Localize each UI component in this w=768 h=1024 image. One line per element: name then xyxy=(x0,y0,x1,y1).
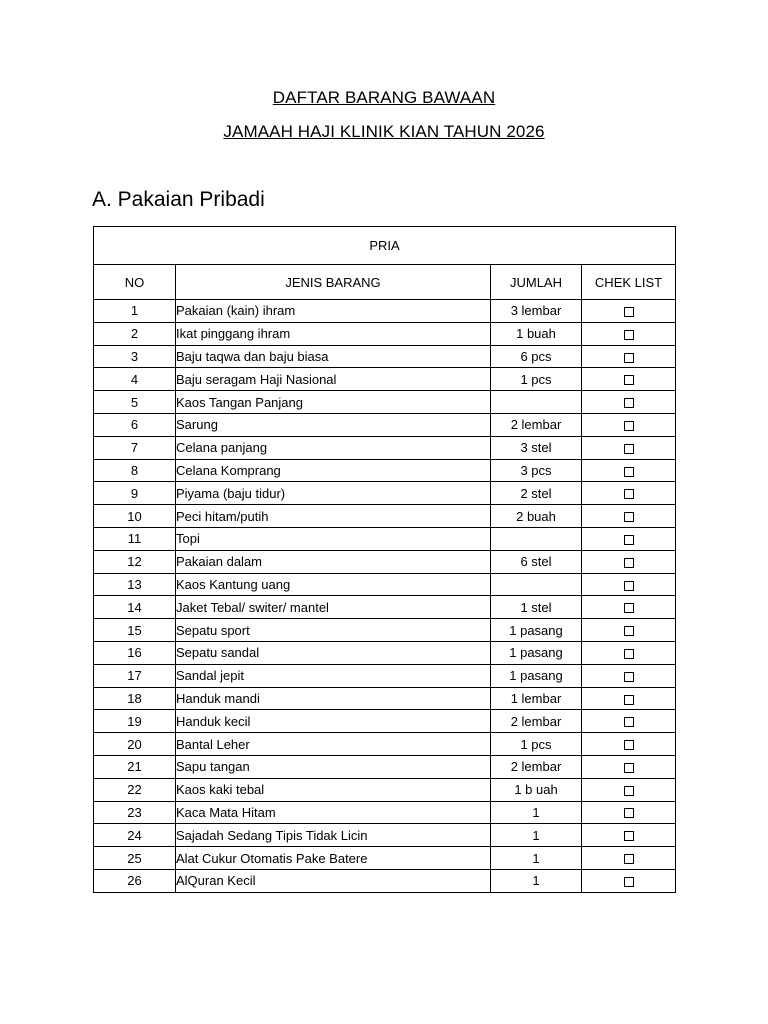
table-row xyxy=(94,413,676,436)
item-name: Celana Komprang xyxy=(176,459,491,482)
table-row xyxy=(94,505,676,528)
row-number: 2 xyxy=(94,322,176,345)
check-cell xyxy=(582,710,676,733)
row-number: 24 xyxy=(94,824,176,847)
checkbox[interactable] xyxy=(624,467,634,477)
item-quantity: 1 xyxy=(491,801,582,824)
column-header-item: JENIS BARANG xyxy=(176,265,491,300)
item-quantity: 2 lembar xyxy=(491,710,582,733)
row-number: 8 xyxy=(94,459,176,482)
check-cell xyxy=(582,391,676,414)
checkbox[interactable] xyxy=(624,672,634,682)
checkbox[interactable] xyxy=(624,307,634,317)
item-name: Sajadah Sedang Tipis Tidak Licin xyxy=(176,824,491,847)
checkbox[interactable] xyxy=(624,581,634,591)
item-name: Bantal Leher xyxy=(176,733,491,756)
check-cell xyxy=(582,641,676,664)
row-number: 14 xyxy=(94,596,176,619)
column-header-row xyxy=(94,265,676,300)
table-row xyxy=(94,847,676,870)
item-name: Ikat pinggang ihram xyxy=(176,322,491,345)
item-quantity: 6 stel xyxy=(491,550,582,573)
table-row xyxy=(94,482,676,505)
item-name: Celana panjang xyxy=(176,436,491,459)
item-name: Sepatu sport xyxy=(176,619,491,642)
item-name: Pakaian (kain) ihram xyxy=(176,300,491,323)
table-row xyxy=(94,710,676,733)
item-quantity: 3 pcs xyxy=(491,459,582,482)
item-quantity: 3 stel xyxy=(491,436,582,459)
check-cell xyxy=(582,755,676,778)
item-quantity: 1 xyxy=(491,869,582,892)
row-number: 23 xyxy=(94,801,176,824)
item-quantity: 1 pasang xyxy=(491,664,582,687)
check-cell xyxy=(582,527,676,550)
table-row xyxy=(94,391,676,414)
item-quantity: 1 pasang xyxy=(491,619,582,642)
checkbox[interactable] xyxy=(624,831,634,841)
item-quantity: 1 pcs xyxy=(491,368,582,391)
check-cell xyxy=(582,413,676,436)
table-row xyxy=(94,345,676,368)
item-name: Kaos Tangan Panjang xyxy=(176,391,491,414)
item-quantity xyxy=(491,391,582,414)
row-number: 1 xyxy=(94,300,176,323)
table-row xyxy=(94,368,676,391)
checkbox[interactable] xyxy=(624,375,634,385)
check-cell xyxy=(582,824,676,847)
document-title: DAFTAR BARANG BAWAAN xyxy=(272,88,496,107)
item-name: Topi xyxy=(176,527,491,550)
item-quantity: 1 pcs xyxy=(491,733,582,756)
row-number: 21 xyxy=(94,755,176,778)
row-number: 26 xyxy=(94,869,176,892)
item-name: Baju taqwa dan baju biasa xyxy=(176,345,491,368)
checkbox[interactable] xyxy=(624,444,634,454)
item-name: Pakaian dalam xyxy=(176,550,491,573)
checkbox[interactable] xyxy=(624,695,634,705)
row-number: 19 xyxy=(94,710,176,733)
item-quantity: 2 stel xyxy=(491,482,582,505)
check-cell xyxy=(582,847,676,870)
check-cell xyxy=(582,619,676,642)
row-number: 22 xyxy=(94,778,176,801)
table-row xyxy=(94,596,676,619)
item-name: Sarung xyxy=(176,413,491,436)
checkbox[interactable] xyxy=(624,786,634,796)
item-name: AlQuran Kecil xyxy=(176,869,491,892)
table-row xyxy=(94,322,676,345)
column-header-qty: JUMLAH xyxy=(491,265,582,300)
row-number: 16 xyxy=(94,641,176,664)
row-number: 25 xyxy=(94,847,176,870)
table-row xyxy=(94,687,676,710)
item-quantity: 1 pasang xyxy=(491,641,582,664)
item-name: Kaos Kantung uang xyxy=(176,573,491,596)
table-row xyxy=(94,300,676,323)
check-cell xyxy=(582,596,676,619)
check-cell xyxy=(582,368,676,391)
item-name: Sepatu sandal xyxy=(176,641,491,664)
item-quantity: 1 xyxy=(491,824,582,847)
row-number: 13 xyxy=(94,573,176,596)
item-name: Kaos kaki tebal xyxy=(176,778,491,801)
table-row xyxy=(94,801,676,824)
item-name: Kaca Mata Hitam xyxy=(176,801,491,824)
table-row xyxy=(94,824,676,847)
row-number: 11 xyxy=(94,527,176,550)
item-name: Handuk mandi xyxy=(176,687,491,710)
row-number: 4 xyxy=(94,368,176,391)
row-number: 12 xyxy=(94,550,176,573)
table-row xyxy=(94,664,676,687)
checkbox[interactable] xyxy=(624,763,634,773)
check-cell xyxy=(582,664,676,687)
table-row xyxy=(94,527,676,550)
item-quantity xyxy=(491,573,582,596)
checkbox[interactable] xyxy=(624,353,634,363)
check-cell xyxy=(582,459,676,482)
row-number: 10 xyxy=(94,505,176,528)
item-quantity: 1 buah xyxy=(491,322,582,345)
table-row xyxy=(94,550,676,573)
checkbox[interactable] xyxy=(624,512,634,522)
item-quantity: 1 lembar xyxy=(491,687,582,710)
row-number: 3 xyxy=(94,345,176,368)
checkbox[interactable] xyxy=(624,808,634,818)
checkbox[interactable] xyxy=(624,626,634,636)
table-row xyxy=(94,778,676,801)
check-cell xyxy=(582,300,676,323)
item-name: Peci hitam/putih xyxy=(176,505,491,528)
table-row xyxy=(94,755,676,778)
check-cell xyxy=(582,733,676,756)
check-cell xyxy=(582,801,676,824)
table-row xyxy=(94,641,676,664)
check-cell xyxy=(582,482,676,505)
item-quantity: 1 stel xyxy=(491,596,582,619)
checkbox[interactable] xyxy=(624,854,634,864)
row-number: 6 xyxy=(94,413,176,436)
checkbox[interactable] xyxy=(624,398,634,408)
check-cell xyxy=(582,687,676,710)
table-row xyxy=(94,733,676,756)
column-header-check: CHEK LIST xyxy=(582,265,676,300)
item-quantity: 2 lembar xyxy=(491,755,582,778)
item-quantity: 1 b uah xyxy=(491,778,582,801)
checkbox[interactable] xyxy=(624,717,634,727)
checkbox[interactable] xyxy=(624,877,634,887)
section-heading: A. Pakaian Pribadi xyxy=(92,188,265,211)
item-quantity: 2 buah xyxy=(491,505,582,528)
document-subtitle: JAMAAH HAJI KLINIK KIAN TAHUN 2026 xyxy=(223,122,545,141)
row-number: 9 xyxy=(94,482,176,505)
check-cell xyxy=(582,345,676,368)
check-cell xyxy=(582,573,676,596)
table-row xyxy=(94,869,676,892)
table-row xyxy=(94,619,676,642)
checkbox[interactable] xyxy=(624,740,634,750)
item-quantity: 1 xyxy=(491,847,582,870)
item-quantity: 6 pcs xyxy=(491,345,582,368)
item-name: Handuk kecil xyxy=(176,710,491,733)
row-number: 18 xyxy=(94,687,176,710)
item-quantity xyxy=(491,527,582,550)
item-name: Piyama (baju tidur) xyxy=(176,482,491,505)
checkbox[interactable] xyxy=(624,330,634,340)
checkbox[interactable] xyxy=(624,603,634,613)
check-cell xyxy=(582,322,676,345)
item-name: Sandal jepit xyxy=(176,664,491,687)
item-name: Jaket Tebal/ switer/ mantel xyxy=(176,596,491,619)
table-row xyxy=(94,573,676,596)
checkbox[interactable] xyxy=(624,558,634,568)
item-name: Alat Cukur Otomatis Pake Batere xyxy=(176,847,491,870)
row-number: 15 xyxy=(94,619,176,642)
item-quantity: 3 lembar xyxy=(491,300,582,323)
checkbox[interactable] xyxy=(624,421,634,431)
check-cell xyxy=(582,550,676,573)
item-quantity: 2 lembar xyxy=(491,413,582,436)
check-cell xyxy=(582,778,676,801)
check-cell xyxy=(582,505,676,528)
row-number: 5 xyxy=(94,391,176,414)
check-cell xyxy=(582,436,676,459)
row-number: 17 xyxy=(94,664,176,687)
checklist-table xyxy=(93,226,676,893)
column-header-no: NO xyxy=(94,265,176,300)
checkbox[interactable] xyxy=(624,649,634,659)
group-label: PRIA xyxy=(94,227,676,265)
table-row xyxy=(94,436,676,459)
item-name: Sapu tangan xyxy=(176,755,491,778)
table-row xyxy=(94,459,676,482)
row-number: 7 xyxy=(94,436,176,459)
group-header-row xyxy=(94,227,676,265)
checkbox[interactable] xyxy=(624,535,634,545)
table-body xyxy=(94,300,676,893)
check-cell xyxy=(582,869,676,892)
checkbox[interactable] xyxy=(624,489,634,499)
row-number: 20 xyxy=(94,733,176,756)
item-name: Baju seragam Haji Nasional xyxy=(176,368,491,391)
